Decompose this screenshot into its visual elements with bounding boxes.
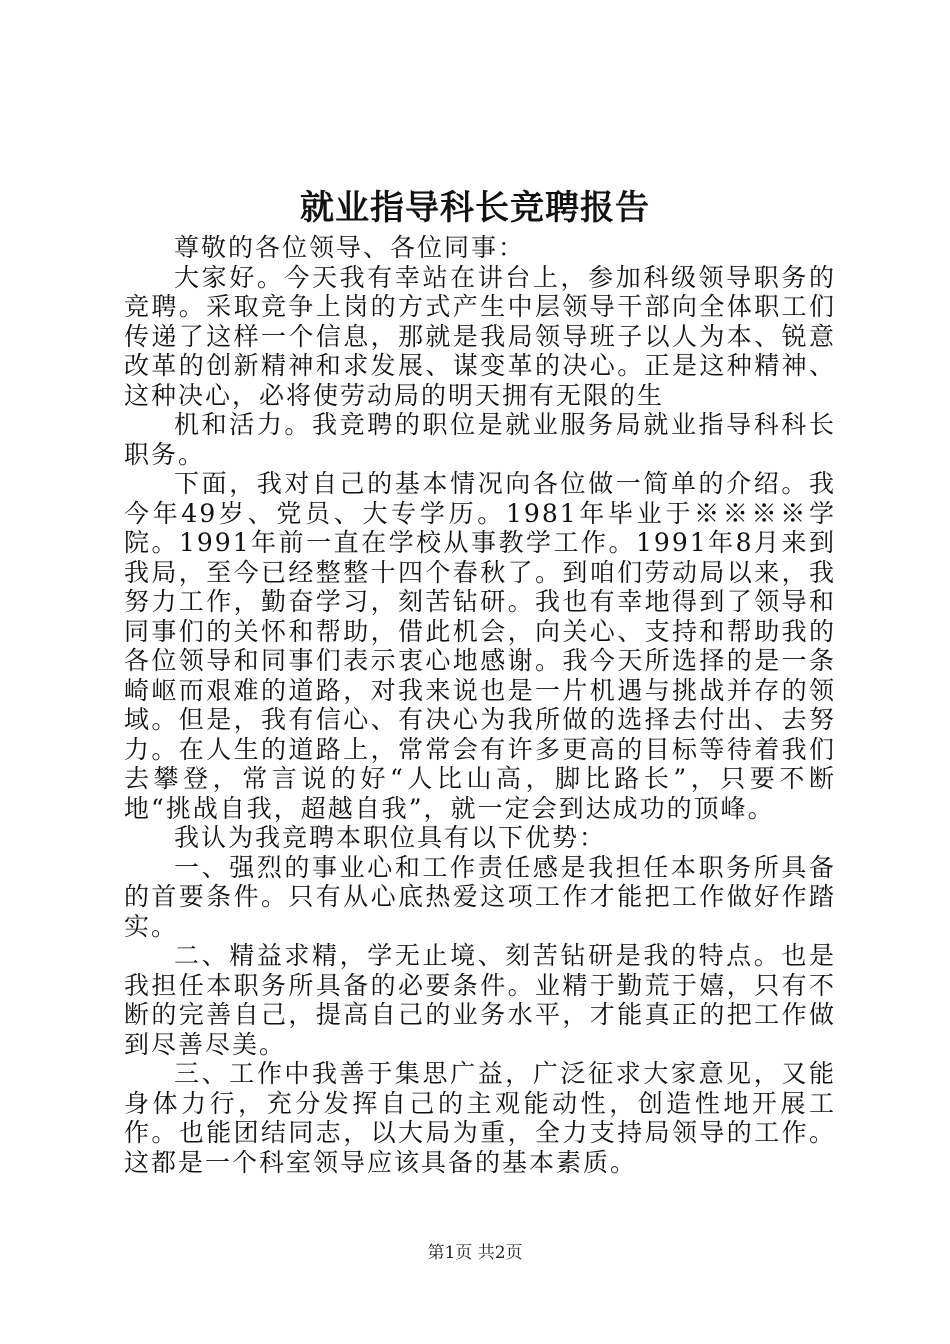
paragraph-advantage-1: 一、强烈的事业心和工作责任感是我担任本职务所具备的首要条件。只有从心底热爱这项工作才能把工作做好作踏实。 xyxy=(124,852,836,941)
paragraph-position: 机和活力。我竞聘的职位是就业服务局就业指导科科长职务。 xyxy=(124,410,836,469)
paragraph-advantages-heading: 我认为我竞聘本职位具有以下优势： xyxy=(174,823,607,852)
page-number-footer: 第1页 共2页 xyxy=(427,1243,523,1263)
paragraph-introduction: 下面，我对自己的基本情况向各位做一简单的介绍。我今年49岁、党员、大专学历。1981年毕业于※※※※学院。1991年前一直在学校从事教学工作。1991年8月来到我局，至今已经整整十四个春秋了。到咱们劳动局以来，我努力工作，勤奋学习，刻苦钻研。我也有幸地得到了领导和同事们的关怀和帮助，借此机会，向关心、支持和帮助我的各位领导和同事们表示衷心地感谢。我今天所选择的是一条崎岖而艰难的道路，对我来说也是一片机遇与挑战并存的领域。但是，我有信心、有决心为我所做的选择去付出、去努力。在人生的道路上，常常会有许多更高的目标等待着我们去攀登，常言说的好“人比山高，脚比路长”，只要不断地“挑战自我，超越自我”，就一定会到达成功的顶峰。 xyxy=(124,469,836,823)
paragraph-advantage-2: 二、精益求精，学无止境、刻苦钻研是我的特点。也是我担任本职务所具备的必要条件。业精于勤荒于嬉，只有不断的完善自己，提高自己的业务水平，才能真正的把工作做到尽善尽美。 xyxy=(124,941,836,1059)
paragraph-greeting: 大家好。今天我有幸站在讲台上，参加科级领导职务的竞聘。采取竞争上岗的方式产生中层领导干部向全体职工们传递了这样一个信息，那就是我局领导班子以人为本、锐意改革的创新精神和求发展、谋变革的决心。正是这种精神、这种决心，必将使劳动局的明天拥有无限的生 xyxy=(124,262,836,410)
paragraph-advantage-3: 三、工作中我善于集思广益，广泛征求大家意见，又能身体力行，充分发挥自己的主观能动性，创造性地开展工作。也能团结同志，以大局为重，全力支持局领导的工作。这都是一个科室领导应该具备的基本素质。 xyxy=(124,1059,836,1177)
paragraph-salutation: 尊敬的各位领导、各位同事： xyxy=(174,233,526,262)
document-title: 就业指导科长竞聘报告 xyxy=(300,188,650,228)
document-body xyxy=(124,233,836,1177)
